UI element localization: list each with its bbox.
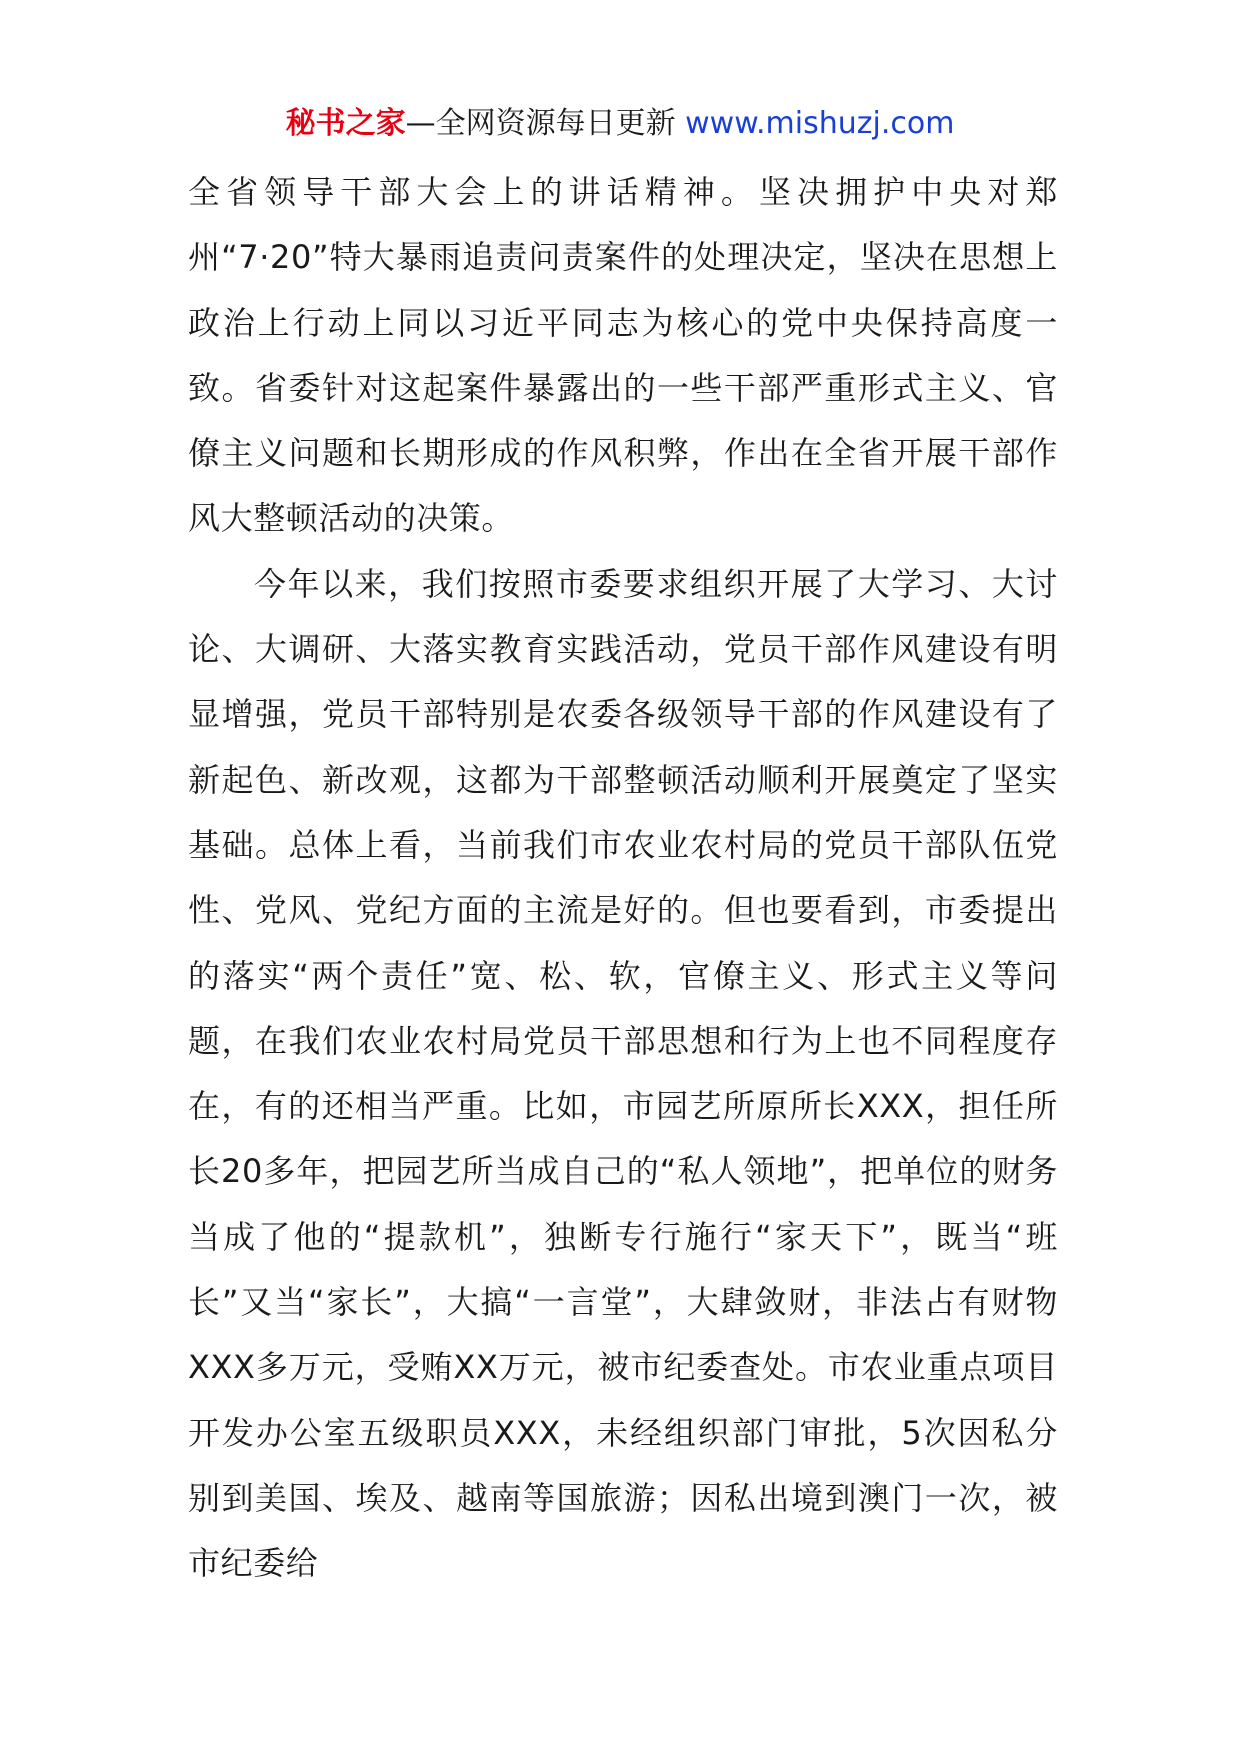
site-url-link[interactable]: www.mishuzj.com [685,106,955,141]
document-body [188,160,1058,1597]
page-header [0,100,1240,148]
paragraph-2: 今年以来，我们按照市委要求组织开展了大学习、大讨论、大调研、大落实教育实践活动，党员干部作风建设有明显增强，党员干部特别是农委各级领导干部的作风建设有了新起色、新改观，这都为干部整顿活动顺利开展奠定了坚实基础。总体上看，当前我们市农业农村局的党员干部队伍党性、党风、党纪方面的主流是好的。但也要看到，市委提出的落实“两个责任”宽、松、软，官僚主义、形式主义等问题，在我们农业农村局党员干部思想和行为上也不同程度存在，有的还相当严重。比如，市园艺所原所长XXX，担任所长20多年，把园艺所当成自己的“私人领地”，把单位的财务当成了他的“提款机”，独断专行施行“家天下”，既当“班长”又当“家长”，大搞“一言堂”，大肆敛财，非法占有财物XXX多万元，受贿XX万元，被市纪委查处。市农业重点项目开发办公室五级职员XXX，未经组织部门审批，5次因私分别到美国、埃及、越南等国旅游；因私出境到澳门一次，被市纪委给 [188,564,1058,1583]
header-slogan: —全网资源每日更新 [405,106,676,141]
brand-name: 秘书之家 [285,106,406,141]
paragraph-1: 全省领导干部大会上的讲话精神。坚决拥护中央对郑州“7·20”特大暴雨追责问责案件的处理决定，坚决在思想上政治上行动上同以习近平同志为核心的党中央保持高度一致。省委针对这起案件暴露出的一些干部严重形式主义、官僚主义问题和长期形成的作风积弊，作出在全省开展干部作风大整顿活动的决策。 [188,173,1058,538]
